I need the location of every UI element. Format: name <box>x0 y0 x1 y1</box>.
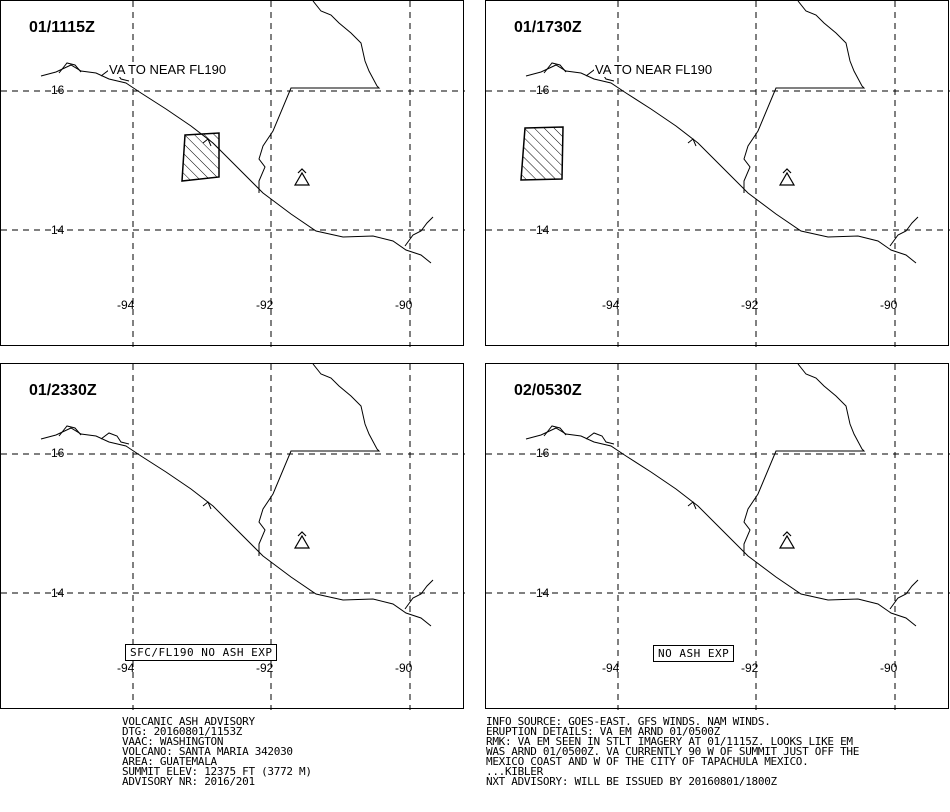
advisory-line: VOLCANIC ASH ADVISORY <box>122 715 255 728</box>
forecast-box-note: NO ASH EXP <box>653 645 734 662</box>
advisory-line: RMK: VA EM SEEN IN STLT IMAGERY AT 01/1115Z. LOOKS LIKE EM <box>486 735 853 748</box>
lat-label-16: 16 <box>536 83 550 97</box>
lat-lon-grid <box>1 1 465 347</box>
map-panel-2 <box>485 0 949 346</box>
volcano-icon <box>780 532 794 548</box>
lon-label-94: -94 <box>117 298 135 312</box>
panel-time: 02/0530Z <box>514 382 582 399</box>
lon-label-90: -90 <box>880 661 898 675</box>
lon-label-92: -92 <box>256 298 274 312</box>
advisory-line: WAS ARND 01/0500Z. VA CURRENTLY 90 W OF SUMMIT JUST OFF THE <box>486 745 860 758</box>
advisory-line: ERUPTION DETAILS: VA EM ARND 01/0500Z <box>486 725 720 738</box>
advisory-line: MEXICO COAST AND W OF THE CITY OF TAPACHULA MEXICO. <box>486 755 809 768</box>
advisory-line: NXT ADVISORY: WILL BE ISSUED BY 20160801/1800Z <box>486 775 777 788</box>
panel-time: 01/2330Z <box>29 382 97 399</box>
advisory-line: VAAC: WASHINGTON <box>122 735 224 748</box>
lat-label-14: 14 <box>536 586 550 600</box>
advisory-line: ...KIBLER <box>486 765 543 778</box>
coastline <box>41 63 431 263</box>
lon-label-94: -94 <box>117 661 135 675</box>
panel-time: 01/1115Z <box>29 19 95 36</box>
advisory-header-block <box>122 717 312 787</box>
lat-label-14: 14 <box>51 223 65 237</box>
map-graphic <box>1 1 465 347</box>
lon-label-90: -90 <box>395 661 413 675</box>
advisory-details-block <box>486 717 859 787</box>
advisory-line: INFO SOURCE: GOES-EAST. GFS WINDS. NAM WINDS. <box>486 715 771 728</box>
lon-label-90: -90 <box>395 298 413 312</box>
lat-label-16: 16 <box>536 446 550 460</box>
advisory-line: SUMMIT ELEV: 12375 FT (3772 M) <box>122 765 312 778</box>
coastline <box>41 426 431 626</box>
lat-label-14: 14 <box>51 586 65 600</box>
lon-label-92: -92 <box>741 661 759 675</box>
coastline <box>526 426 916 626</box>
ash-polygon <box>521 127 563 180</box>
ash-polygon <box>182 133 219 181</box>
volcano-icon <box>295 532 309 548</box>
lat-label-16: 16 <box>51 446 65 460</box>
ash-height-note: VA TO NEAR FL190 <box>595 62 713 77</box>
advisory-line: AREA: GUATEMALA <box>122 755 217 768</box>
lon-label-90: -90 <box>880 298 898 312</box>
lon-label-92: -92 <box>256 661 274 675</box>
advisory-line: VOLCANO: SANTA MARIA 342030 <box>122 745 293 758</box>
lat-label-16: 16 <box>51 83 65 97</box>
forecast-box-note: SFC/FL190 NO ASH EXP <box>125 644 277 661</box>
lon-label-94: -94 <box>602 661 620 675</box>
map-panel-4 <box>485 363 949 709</box>
lat-label-14: 14 <box>536 223 550 237</box>
lon-label-94: -94 <box>602 298 620 312</box>
coastline <box>526 63 916 263</box>
map-panel-1 <box>0 0 464 346</box>
panel-time: 01/1730Z <box>514 19 582 36</box>
volcano-icon <box>295 169 309 185</box>
ash-height-note: VA TO NEAR FL190 <box>109 62 227 77</box>
lon-label-92: -92 <box>741 298 759 312</box>
advisory-line: DTG: 20160801/1153Z <box>122 725 243 738</box>
map-graphic <box>486 1 950 347</box>
volcano-icon <box>780 169 794 185</box>
advisory-line: ADVISORY NR: 2016/201 <box>122 775 255 788</box>
map-panel-3 <box>0 363 464 709</box>
